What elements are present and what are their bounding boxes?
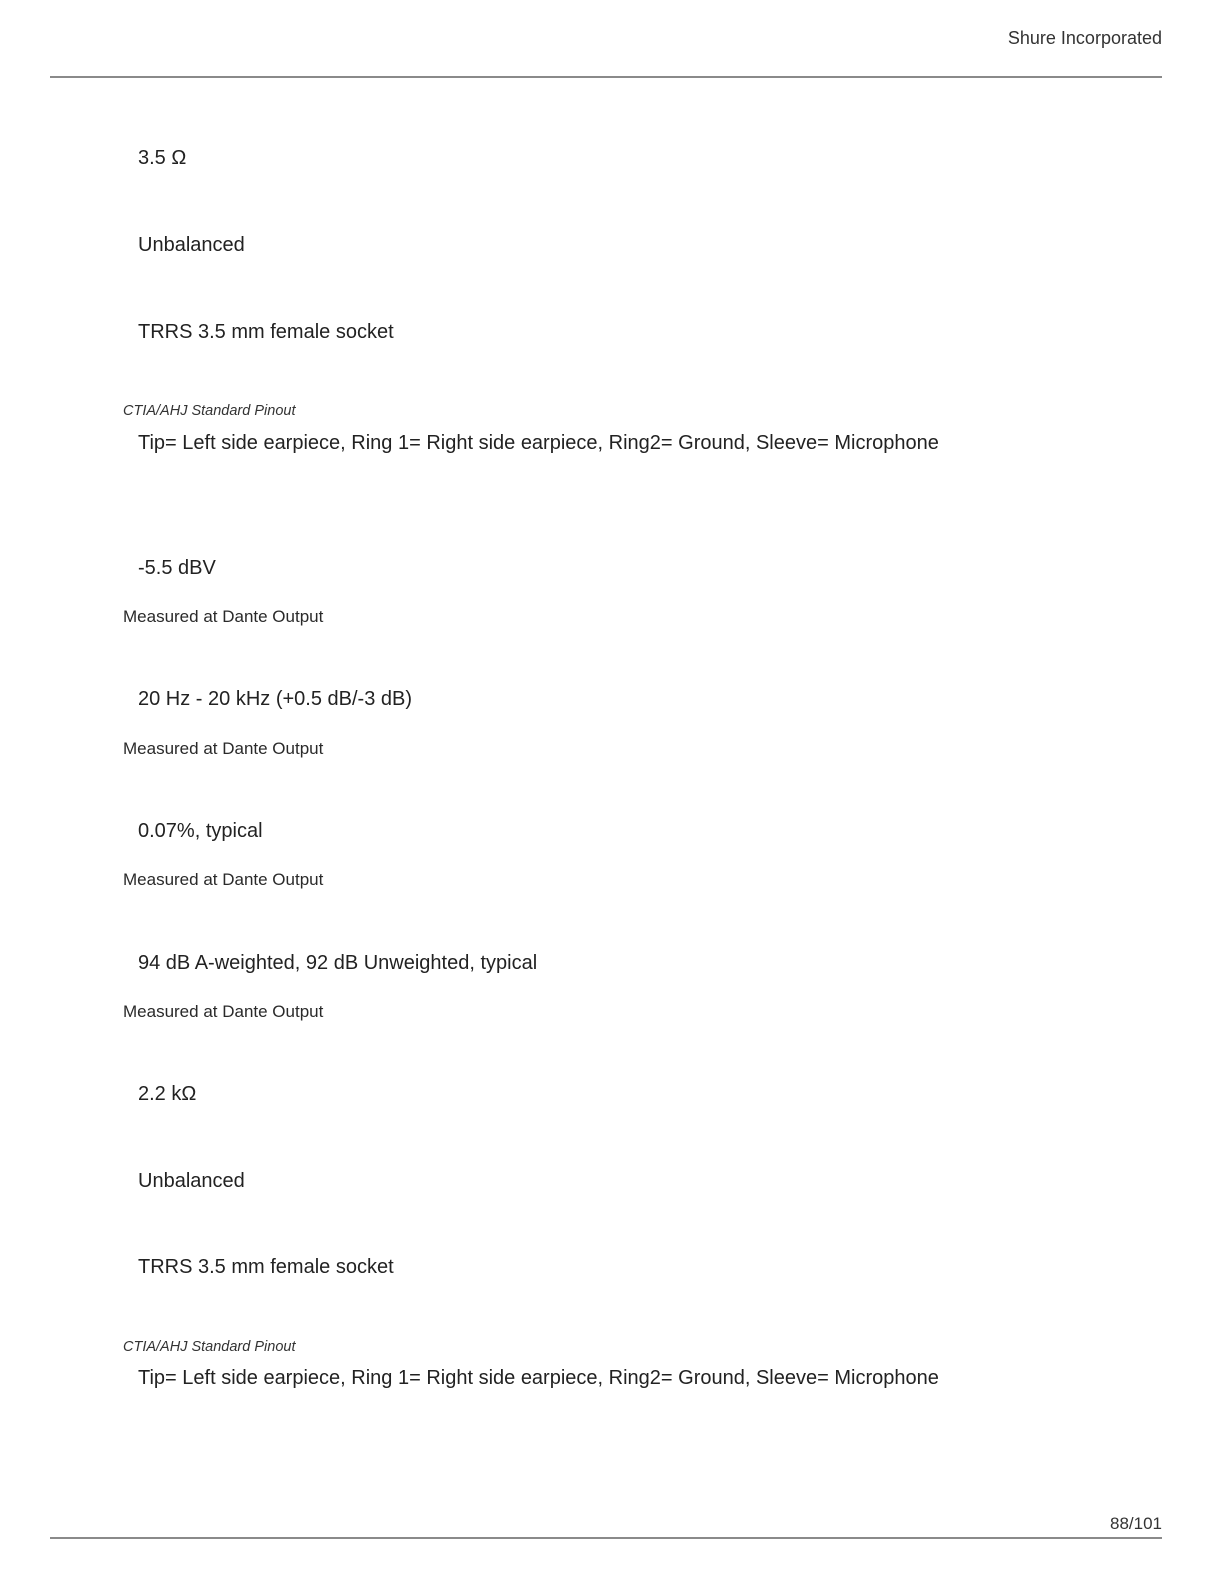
pinout-label-2: CTIA/AHJ Standard Pinout — [123, 1339, 296, 1355]
max-level-value: -5.5 dBV — [138, 557, 216, 579]
dynamic-range-value: 94 dB A-weighted, 92 dB Unweighted, typical — [138, 952, 538, 974]
configuration-value-2: Unbalanced — [138, 1170, 245, 1192]
input-impedance-value: 2.2 kΩ — [138, 1083, 197, 1105]
configuration-value-1: Unbalanced — [138, 234, 245, 256]
frequency-response-note: Measured at Dante Output — [123, 739, 324, 758]
connector-type-value-1: TRRS 3.5 mm female socket — [138, 321, 394, 343]
max-level-note: Measured at Dante Output — [123, 607, 324, 626]
footer-divider — [50, 1537, 1162, 1539]
header-company-name: Shure Incorporated — [1007, 28, 1162, 48]
connector-type-value-2: TRRS 3.5 mm female socket — [138, 1256, 394, 1278]
dynamic-range-note: Measured at Dante Output — [123, 1002, 324, 1021]
thd-value: 0.07%, typical — [138, 820, 263, 842]
pinout-label-1: CTIA/AHJ Standard Pinout — [123, 403, 296, 419]
thd-note: Measured at Dante Output — [123, 870, 324, 889]
frequency-response-value: 20 Hz - 20 kHz (+0.5 dB/-3 dB) — [138, 688, 413, 710]
pinout-value-1: Tip= Left side earpiece, Ring 1= Right side earpiece, Ring2= Ground, Sleeve= Microphone — [138, 432, 939, 454]
output-impedance-value: 3.5 Ω — [138, 147, 187, 169]
page-number: 88/101 — [1110, 1514, 1162, 1533]
pinout-value-2: Tip= Left side earpiece, Ring 1= Right side earpiece, Ring2= Ground, Sleeve= Microphone — [138, 1367, 939, 1389]
header-divider — [50, 76, 1162, 78]
